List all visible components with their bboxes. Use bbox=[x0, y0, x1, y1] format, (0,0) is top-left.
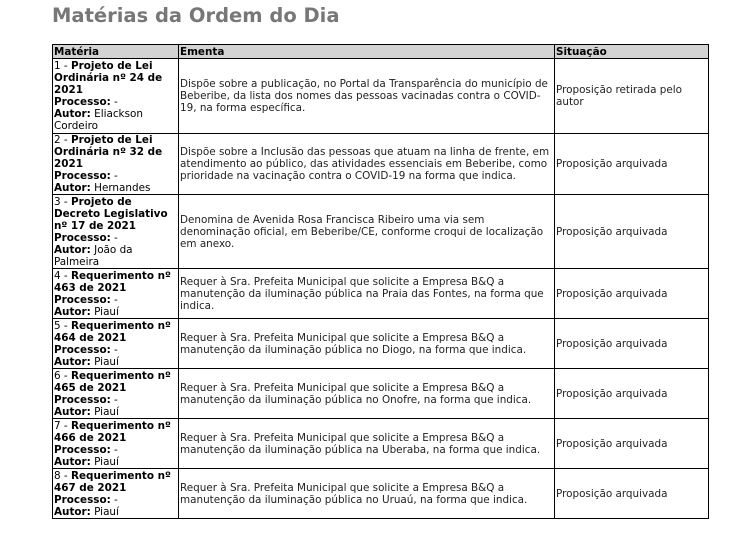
materia-cell bbox=[53, 469, 179, 519]
autor-label: Autor: bbox=[54, 108, 91, 120]
ementa-cell: Dispõe sobre a publicação, no Portal da Transparência do município de Beberibe, da lista dos nomes das pessoas vacinadas contra o COVID-19, na forma específica. bbox=[179, 59, 555, 134]
materia-sep: - bbox=[60, 195, 71, 208]
autor-value: Piauí bbox=[94, 455, 119, 468]
processo-label: Processo: bbox=[54, 443, 111, 456]
autor-label: Autor: bbox=[54, 243, 91, 256]
materia-sep: - bbox=[60, 469, 71, 482]
situacao-cell: Proposição arquivada bbox=[555, 369, 709, 419]
materia-cell bbox=[53, 319, 179, 369]
table-row bbox=[53, 369, 709, 419]
ementa-cell: Dispõe sobre a Inclusão das pessoas que atuam na linha de frente, em atendimento ao público, das atividades essenciais em Beberibe, como prioridade na vacinação contra o COVID-19 na forma que indica. bbox=[179, 134, 555, 195]
processo-label: Processo: bbox=[54, 393, 111, 406]
ementa-cell: Denomina de Avenida Rosa Francisca Ribeiro uma via sem denominação oficial, em Beberibe/CE, conforme croqui de localização em anexo. bbox=[179, 195, 555, 269]
autor-value: João da Palmeira bbox=[54, 243, 133, 268]
situacao-cell: Proposição arquivada bbox=[555, 319, 709, 369]
materia-number: 4 bbox=[54, 269, 61, 282]
autor-label: Autor: bbox=[54, 455, 91, 468]
processo-value: - bbox=[110, 343, 118, 356]
table-row bbox=[53, 269, 709, 319]
materia-type-link[interactable]: Requerimento nº 464 de 2021 bbox=[54, 319, 171, 344]
materia-number: 7 bbox=[54, 419, 61, 432]
processo-value: - bbox=[110, 493, 118, 506]
materia-type-link[interactable]: Projeto de Lei Ordinária nº 24 de 2021 bbox=[54, 60, 163, 96]
situacao-cell: Proposição arquivada bbox=[555, 269, 709, 319]
autor-value: Piauí bbox=[94, 405, 119, 418]
table-row bbox=[53, 419, 709, 469]
materia-number: 8 bbox=[54, 469, 61, 482]
situacao-cell: Proposição arquivada bbox=[555, 469, 709, 519]
autor-label: Autor: bbox=[54, 355, 91, 368]
materia-number: 5 bbox=[54, 319, 61, 332]
materia-type-link[interactable]: Requerimento nº 466 de 2021 bbox=[54, 419, 171, 444]
materia-type-link[interactable]: Requerimento nº 463 de 2021 bbox=[54, 269, 171, 294]
processo-value: - bbox=[110, 96, 118, 108]
agenda-table bbox=[52, 44, 709, 519]
processo-label: Processo: bbox=[54, 231, 111, 244]
autor-label: Autor: bbox=[54, 405, 91, 418]
processo-label: Processo: bbox=[54, 493, 111, 506]
autor-value: Piauí bbox=[94, 305, 119, 318]
materia-type-link[interactable]: Projeto de Decreto Legislativo nº 17 de 2021 bbox=[54, 195, 168, 232]
autor-label: Autor: bbox=[54, 182, 91, 194]
table-row bbox=[53, 134, 709, 195]
materia-number: 2 bbox=[54, 134, 61, 146]
situacao-cell: Proposição arquivada bbox=[555, 134, 709, 195]
processo-value: - bbox=[110, 231, 118, 244]
ementa-cell: Requer à Sra. Prefeita Municipal que solicite a Empresa B&Q a manutenção da iluminação pública no Uruaú, na forma que indica. bbox=[179, 469, 555, 519]
situacao-cell: Proposição arquivada bbox=[555, 195, 709, 269]
table-row bbox=[53, 59, 709, 134]
processo-value: - bbox=[110, 293, 118, 306]
ementa-cell: Requer à Sra. Prefeita Municipal que solicite a Empresa B&Q a manutenção da iluminação pública no Diogo, na forma que indica. bbox=[179, 319, 555, 369]
processo-label: Processo: bbox=[54, 96, 111, 108]
processo-value: - bbox=[110, 393, 118, 406]
materia-type-link[interactable]: Projeto de Lei Ordinária nº 32 de 2021 bbox=[54, 134, 163, 170]
materia-cell bbox=[53, 195, 179, 269]
ementa-cell: Requer à Sra. Prefeita Municipal que solicite a Empresa B&Q a manutenção da iluminação pública no Onofre, na forma que indica. bbox=[179, 369, 555, 419]
materia-number: 6 bbox=[54, 369, 61, 382]
materia-sep: - bbox=[60, 60, 71, 72]
header-ementa: Ementa bbox=[179, 45, 555, 59]
table-row bbox=[53, 319, 709, 369]
materia-sep: - bbox=[60, 319, 71, 332]
autor-label: Autor: bbox=[54, 505, 91, 518]
table-row bbox=[53, 469, 709, 519]
table-row bbox=[53, 195, 709, 269]
materia-cell bbox=[53, 134, 179, 195]
situacao-cell: Proposição retirada pelo autor bbox=[555, 59, 709, 134]
ementa-cell: Requer à Sra. Prefeita Municipal que solicite a Empresa B&Q a manutenção da iluminação pública na Uberaba, na forma que indica. bbox=[179, 419, 555, 469]
processo-label: Processo: bbox=[54, 343, 111, 356]
materia-type-link[interactable]: Requerimento nº 465 de 2021 bbox=[54, 369, 171, 394]
materia-cell bbox=[53, 59, 179, 134]
materia-type-link[interactable]: Requerimento nº 467 de 2021 bbox=[54, 469, 171, 494]
autor-value: Eliackson Cordeiro bbox=[54, 108, 143, 132]
materia-cell bbox=[53, 419, 179, 469]
autor-label: Autor: bbox=[54, 305, 91, 318]
materia-number: 1 bbox=[54, 60, 61, 72]
materia-sep: - bbox=[60, 134, 71, 146]
processo-label: Processo: bbox=[54, 293, 111, 306]
materia-number: 3 bbox=[54, 195, 61, 208]
materia-sep: - bbox=[60, 269, 71, 282]
autor-value: Hernandes bbox=[94, 182, 151, 194]
situacao-cell: Proposição arquivada bbox=[555, 419, 709, 469]
materia-sep: - bbox=[60, 419, 71, 432]
materia-sep: - bbox=[60, 369, 71, 382]
header-situacao: Situação bbox=[555, 45, 709, 59]
ementa-cell: Requer à Sra. Prefeita Municipal que solicite a Empresa B&Q a manutenção da iluminação pública na Praia das Fontes, na forma que indica. bbox=[179, 269, 555, 319]
header-materia: Matéria bbox=[53, 45, 179, 59]
processo-value: - bbox=[110, 170, 118, 182]
table-header-row bbox=[53, 45, 709, 59]
autor-value: Piauí bbox=[94, 355, 119, 368]
processo-value: - bbox=[110, 443, 118, 456]
processo-label: Processo: bbox=[54, 170, 111, 182]
page-title: Matérias da Ordem do Dia bbox=[52, 4, 340, 27]
autor-value: Piauí bbox=[94, 505, 119, 518]
materia-cell bbox=[53, 269, 179, 319]
materia-cell bbox=[53, 369, 179, 419]
